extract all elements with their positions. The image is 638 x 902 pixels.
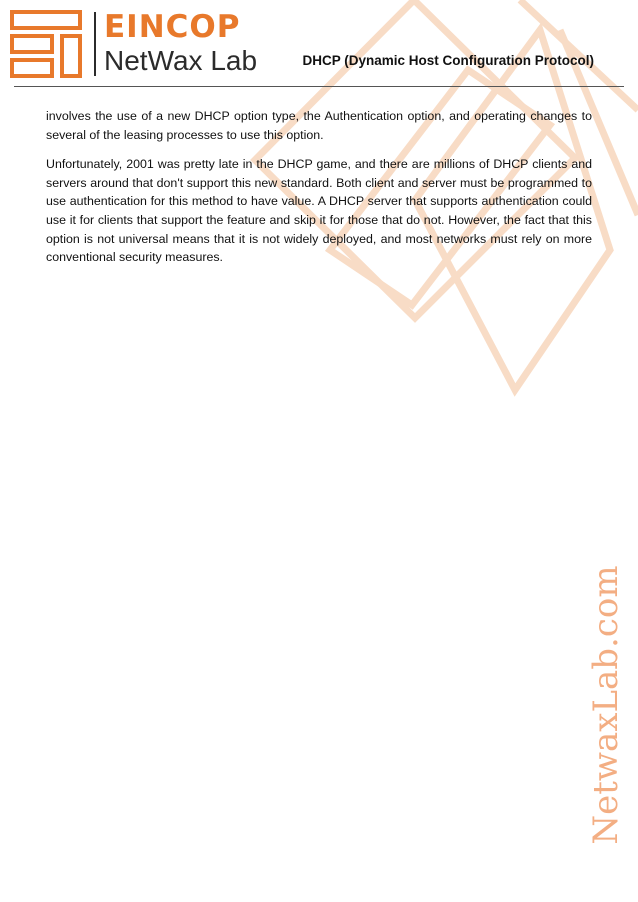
logo-divider [94,12,96,76]
page-header [0,0,638,90]
brand-name-bottom: NetWax Lab [104,45,258,76]
company-logo [10,10,262,78]
page-body [46,107,592,278]
paragraph-1: involves the use of a new DHCP option type, the Authentication option, and operating changes to several of the leasing processes to use this option. [46,109,592,142]
logo-mark-icon [10,10,90,78]
header-divider [14,86,624,87]
paragraph-2: Unfortunately, 2001 was pretty late in the DHCP game, and there are millions of DHCP clients and servers around that don't support this new standard. Both client and server must be programmed to use authentication for this method to have value. A DHCP server that supports authentication could use it for clients that support the feature and skip it for those that do not. However, the fact that this option is not universal means that it is not widely deployed, and most networks must rely on more conventional security measures. [46,157,592,265]
brand-name-top: EINCOP [104,9,241,45]
site-watermark: NetwaxLab.com [586,565,626,845]
document-title: DHCP (Dynamic Host Configuration Protocol) [302,53,594,68]
